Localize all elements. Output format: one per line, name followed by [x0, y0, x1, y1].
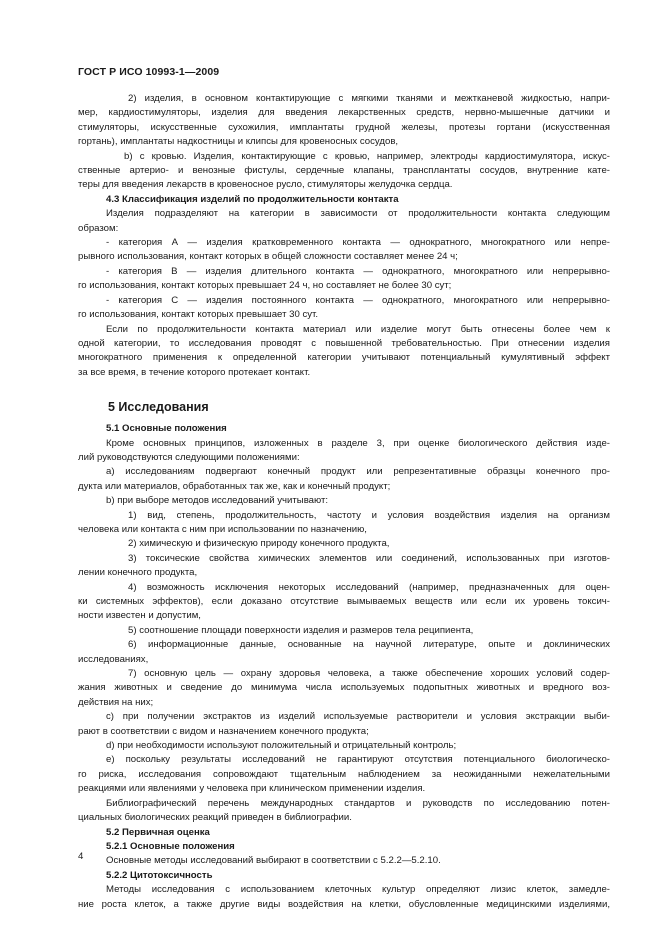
text-line: d) при необходимости используют положительный и отрицательный контроль; — [106, 740, 457, 752]
subsection-heading: 4.3 Классификация изделий по продолжительности контакта — [106, 193, 399, 205]
section-heading: 5 Исследования — [108, 400, 209, 415]
text-line: образом: — [78, 222, 119, 234]
subsection-heading: 5.2.1 Основные положения — [106, 840, 235, 852]
text-line: Основные методы исследований выбирают в соответствии с 5.2.2—5.2.10. — [106, 855, 441, 867]
text-line: лий руководствуются следующими положениями: — [78, 451, 300, 463]
spacer — [78, 380, 610, 399]
text-line: b) с кровью. Изделия, контактирующие с кровью, например, электроды кардиостимулятора, искус- — [124, 150, 610, 162]
text-line: рывного использования, контакт которых в общей сложности составляет менее 24 ч; — [78, 251, 458, 263]
text-line: жания животных и сведение до минимума числа используемых подопытных животных и вредного воз- — [78, 682, 610, 694]
text-line: ственные артерио- и венозные фистулы, сердечные клапаны, трансплантаты сосудов, внутренние кате- — [78, 165, 610, 177]
text-line: реакциями или явлениями у человека при клиническом применении изделия. — [78, 783, 426, 795]
text-line: рают в соответствии с видом и назначением конечного продукта; — [78, 725, 369, 737]
text-line: стимуляторы, искусственные сухожилия, имплантаты грудной железы, протезы гортани (искусственная — [78, 121, 610, 133]
text-line: дукта или материалов, обработанных так же, как и конечный продукт; — [78, 480, 391, 492]
text-line: многократного применения к определенной категории учитывают потенциальный кумулятивный эффект — [78, 352, 610, 364]
text-line: Изделия подразделяют на категории в зависимости от продолжительности контакта следующим — [106, 208, 610, 220]
text-line: ности известен и допустим, — [78, 610, 201, 622]
text-line: Если по продолжительности контакта материал или изделие могут быть отнесены более чем к — [106, 323, 610, 335]
subsection-heading: 5.2 Первичная оценка — [106, 826, 210, 838]
text-line: b) при выборе методов исследований учитывают: — [106, 495, 329, 507]
text-line: 2) химическую и физическую природу конечного продукта, — [128, 538, 390, 550]
text-line: го использования, контакт которых превышает 30 сут. — [78, 309, 319, 321]
text-line: 4) возможность исключения некоторых исследований (например, предназначенных для оцен- — [128, 581, 610, 593]
text-line: теры для введения лекарств в кровеносное русло, стимуляторы желудочка сердца. — [78, 179, 453, 191]
text-line: человека или контакта с ним при использовании по назначению, — [78, 523, 367, 535]
text-line: e) поскольку результаты исследований не гарантируют отсутствия потенциального биологическо- — [106, 754, 610, 766]
text-line: одной категории, то исследования проводят с повышенной требовательностью. При отнесении изделия — [78, 337, 610, 349]
text-line: го риска, исследования сопровождают тщательным наблюдением за неожиданными нежелательными — [78, 768, 610, 780]
text-line: - категория С — изделия постоянного контакта — однократного, многократного или непрерывно- — [106, 294, 610, 306]
page-number: 4 — [78, 851, 84, 862]
text-line: за все время, в течение которого протекает контакт. — [78, 366, 311, 378]
text-line: Библиографический перечень международных стандартов и руководств по исследованию потен- — [106, 797, 610, 809]
text-line: - категория А — изделия кратковременного контакта — однократного, многократного или непре- — [106, 237, 610, 249]
text-line: 7) основную цель — охрану здоровья человека, а также обеспечение хороших условий содер- — [128, 668, 610, 680]
text-line: мер, кардиостимуляторы, изделия для введения лекарственных средств, нервно-мышечные датчики и — [78, 107, 610, 119]
text-line: Кроме основных принципов, изложенных в разделе 3, при оценке биологического действия изде- — [106, 437, 610, 449]
text-line: 3) токсические свойства химических элементов или соединений, использованных при изготов- — [128, 552, 610, 564]
text-line: 5) соотношение площади поверхности изделия и размеров тела реципиента, — [128, 624, 474, 636]
text-line: лении конечного продукта, — [78, 567, 198, 579]
text-line: ние роста клеток, а также другие виды воздействия на клетки, обусловленные медицинскими изделиями, — [78, 898, 610, 910]
text-line: a) исследованиям подвергают конечный продукт или репрезентативные образцы конечного про- — [106, 466, 610, 478]
document-body — [78, 92, 610, 912]
text-line: го использования, контакт которых превышает 24 ч, но составляет не более 30 сут; — [78, 280, 452, 292]
text-line: Методы исследования с использованием клеточных культур определяют лизис клеток, замедле- — [106, 884, 610, 896]
text-line: 1) вид, степень, продолжительность, частоту и условия воздействия изделия на организм — [128, 509, 610, 521]
text-line: исследованиях, — [78, 653, 149, 665]
document-header: ГОСТ Р ИСО 10993-1—2009 — [78, 66, 220, 78]
text-line: 2) изделия, в основном контактирующие с мягкими тканями и межтканевой жидкостью, напри- — [128, 93, 610, 104]
text-line: действия на них; — [78, 696, 154, 708]
subsection-heading: 5.2.2 Цитотоксичность — [106, 869, 213, 881]
text-line: - категория В — изделия длительного контакта — однократного, многократного или непрерывно- — [106, 265, 610, 277]
text-line: ки системных эффектов), если доказано отсутствие вымываемых веществ или если их уровень токсич- — [78, 596, 610, 607]
text-line: гортань), имплантаты надкостницы и клипсы для кровеносных сосудов, — [78, 136, 399, 148]
text-line: c) при получении экстрактов из изделий используемые растворители и условия экстракции выби- — [106, 711, 610, 723]
text-line: 6) информационные данные, основанные на научной литературе, опыте и доклинических — [128, 639, 610, 651]
text-line: циальных биологических реакций приведен в библиографии. — [78, 812, 352, 824]
subsection-heading: 5.1 Основные положения — [106, 423, 227, 435]
